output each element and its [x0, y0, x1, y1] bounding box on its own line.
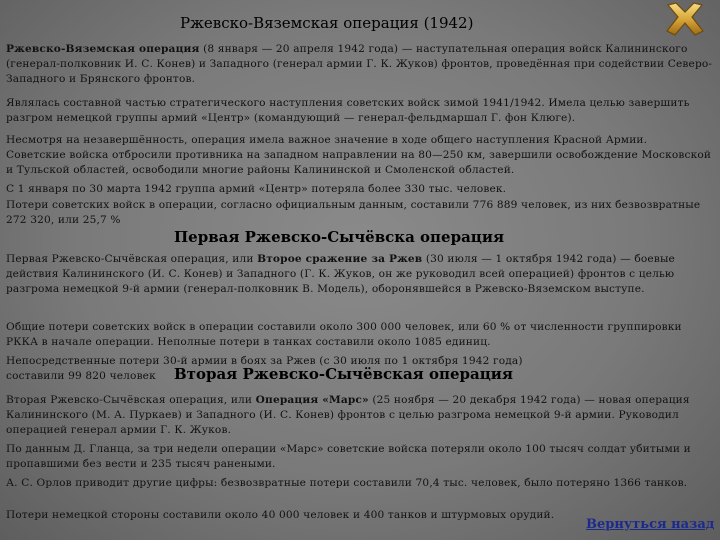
section3-lead-bold: Операция «Марс»: [255, 394, 369, 406]
slide-title: Ржевско-Вяземская операция (1942): [180, 14, 474, 32]
section3-line: Потери немецкой стороны составили около 40 000 человек и 400 танков и штурмовых орудий.: [6, 509, 555, 521]
section1-lead-rest: (8 января — 20 апреля 1942 года) — наступательная операция войск Калининского (генерал-полковник И. С. Конев) и Западного (генерал армии Г. К. Жуков) фронтов, проведённая при содействии Северо-Западного и Брянского фронтов.: [6, 43, 713, 86]
section1-line: С 1 января по 30 марта 1942 группа армий «Центр» потеряла более 330 тыс. человек.: [6, 183, 507, 195]
section3-line: По данным Д. Гланца, за три недели операции «Марс» советские войска потеряли около 100 тысяч солдат убитыми и пропавшими без вести и 235 тысяч ранеными.: [6, 443, 691, 471]
section2-line: Общие потери советских войск в операции составили около 300 000 человек, или 60 % от численности группировки РККА в начале операции. Неполные потери в танках составили около 1085 единиц.: [6, 321, 682, 349]
section1-lead-bold: Ржевско-Вяземская операция: [6, 43, 200, 55]
close-button[interactable]: [662, 2, 708, 36]
section1-intro: [6, 42, 716, 88]
section3-intro: [6, 393, 716, 439]
section3-lead-plain: Вторая Ржевско-Сычёвская операция, или: [6, 394, 256, 406]
section1-line: Являлась составной частью стратегического наступления советских войск зимой 1941/1942. Имела целью завершить разгром немецкой группы армий «Центр» (командующий — генерал-фельдмаршал Г. фон Клюге).: [6, 97, 690, 125]
close-x-icon: [662, 2, 708, 36]
section1-line: Советские войска отбросили противника на западном направлении на 80—250 км, завершили освобождение Московской и Тульской областей, освободили многие районы Калининской и Смоленской областей.: [6, 149, 712, 177]
section2-intro: [6, 252, 716, 298]
section2-lead-bold: Второе сражение за Ржев: [257, 253, 423, 265]
back-link[interactable]: Вернуться назад: [586, 517, 715, 532]
section2-lead-rest: (30 июля — 1 октября 1942 года) — боевые действия Калининского (И. С. Конев) и Западного (Г. К. Жуков, он же руководил всей операцией) фронтов с целью разгрома немецкой 9-й армии (генерал-полковник В. Модель), оборонявшейся в Ржевско-Вяземском выступе.: [6, 253, 675, 296]
section2-heading: Первая Ржевско-Сычёвска операция: [174, 228, 505, 246]
section3-heading: Вторая Ржевско-Сычёвская операция: [174, 365, 514, 383]
section1-line: Потери советских войск в операции, согласно официальным данным, составили 776 889 человек, из них безвозвратные 272 320, или 25,7 %: [6, 199, 701, 227]
section1-line: Несмотря на незавершённость, операция имела важное значение в ходе общего наступления Красной Армии.: [6, 134, 648, 146]
section2-lead-plain: Первая Ржевско-Сычёвская операция, или: [6, 253, 258, 265]
section2-line: Непосредственные потери 30-й армии в боях за Ржев (с 30 июля по 1 октября 1942 года) составили 99 820 человек: [6, 355, 523, 383]
section3-lead-rest: (25 ноября — 20 декабря 1942 года) — новая операция Калининского (М. А. Пуркаев) и Западного (И. С. Конев) фронтов с целью разгрома немецкой 9-й армии. Руководил операцией генерал армии Г. К. Жуков.: [6, 394, 690, 437]
section3-line: А. С. Орлов приводит другие цифры: безвозвратные потери составили 70,4 тыс. человек, было потеряно 1366 танков.: [6, 477, 688, 489]
